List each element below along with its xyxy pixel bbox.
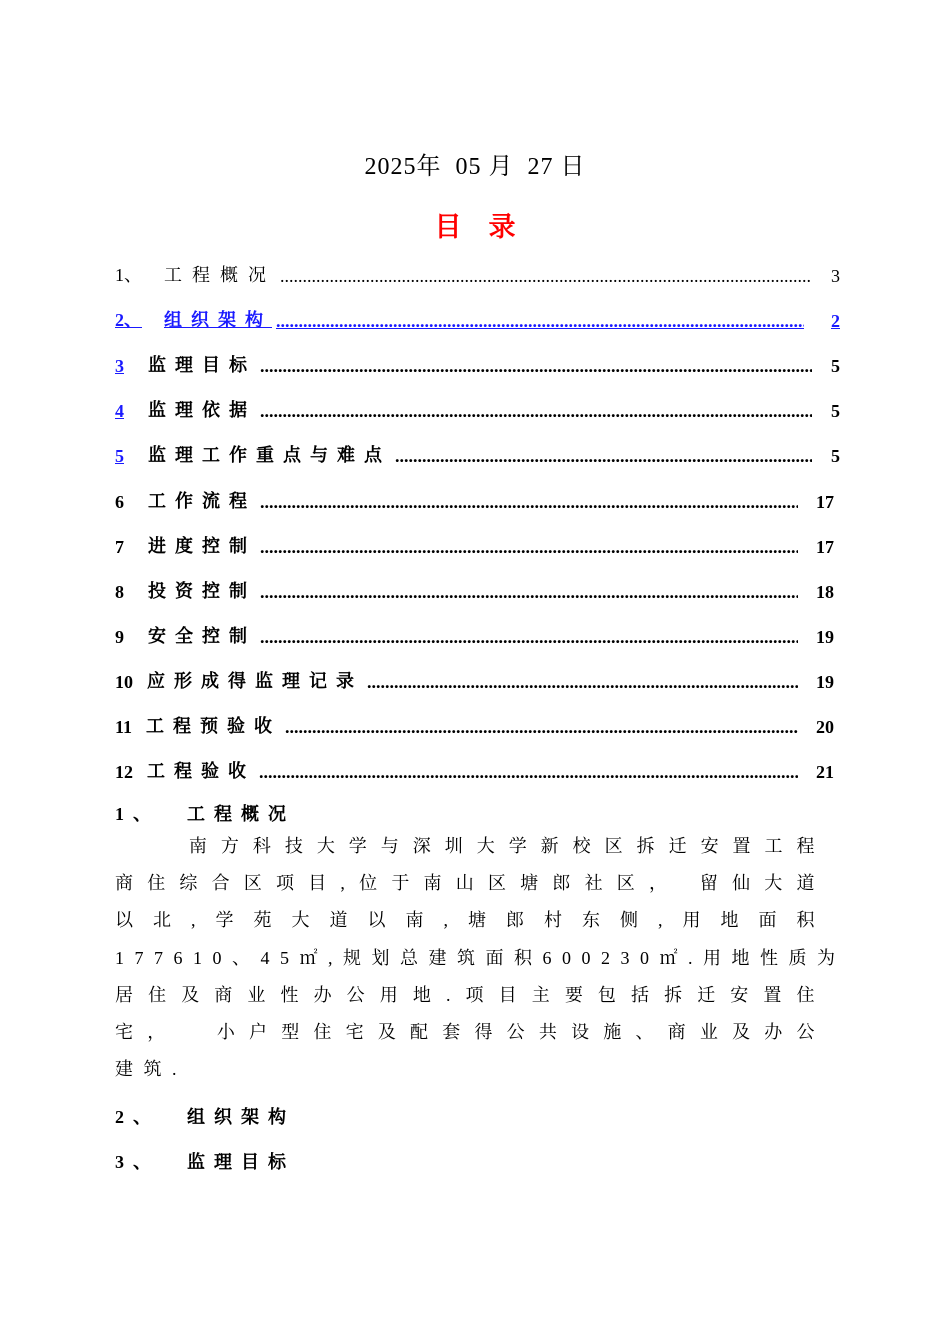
- toc-entry-number: 11: [115, 717, 133, 738]
- toc-entry-label: 安全控制: [148, 625, 256, 646]
- toc-entry[interactable]: [115, 658, 840, 703]
- toc-entry-number: 9: [115, 626, 124, 647]
- toc-entry-page: 5: [831, 401, 840, 422]
- toc-leader-dots: [260, 492, 798, 513]
- toc-entry-label: 监理目标: [148, 355, 256, 376]
- section-heading: 1、 工程概况: [115, 804, 295, 824]
- toc-entry-link[interactable]: [115, 297, 840, 342]
- toc-entry-page: 18: [816, 581, 834, 602]
- section-body-paragraph: [115, 828, 846, 1088]
- toc-leader-dots: [276, 311, 804, 332]
- toc-entry-page: 19: [816, 671, 834, 692]
- toc-entry-number: 1、: [115, 265, 142, 286]
- toc-entry-label: 组织架构: [164, 310, 272, 331]
- toc-entry-page: 17: [816, 491, 834, 512]
- toc-entry-page: 20: [816, 717, 834, 738]
- toc-leader-dots: [260, 582, 798, 603]
- toc-entry-label: 工程预验收: [146, 716, 282, 737]
- toc-entry-page: 19: [816, 626, 834, 647]
- paragraph-line: 建筑.: [115, 1059, 187, 1080]
- toc-entry[interactable]: [115, 703, 840, 748]
- paragraph-line: 居住及商业性办公用地.项目主要包括拆迁安置住: [115, 984, 825, 1005]
- toc-entry[interactable]: [115, 342, 840, 387]
- toc-entry[interactable]: [115, 477, 840, 522]
- toc-entry[interactable]: [115, 748, 840, 793]
- toc-entry-number[interactable]: 3: [115, 356, 124, 377]
- toc-leader-dots: [260, 356, 812, 377]
- toc-entry[interactable]: [115, 432, 840, 477]
- toc-entry-label: 工程验收: [147, 761, 255, 782]
- toc-entry-page: 21: [816, 762, 834, 783]
- toc-entry[interactable]: [115, 568, 840, 613]
- toc-leader-dots: [260, 537, 798, 558]
- toc-entry-label: 监理工作重点与难点: [148, 445, 391, 466]
- toc-entry-label: 监理依据: [148, 400, 256, 421]
- toc-entry-page: 2: [831, 311, 840, 332]
- toc-leader-dots: [285, 717, 798, 738]
- paragraph-line: 南方科技大学与深圳大学新校区拆迁安置工程: [115, 836, 825, 856]
- document-date: 2025年 05 月 27 日: [364, 154, 586, 180]
- paragraph-line: 以北,学苑大道以南,塘郎村东侧,用地面积: [115, 910, 825, 931]
- toc-entry-number: 7: [115, 536, 124, 557]
- toc-entry-number: 10: [115, 671, 133, 692]
- toc-leader-dots: [280, 266, 812, 287]
- toc-leader-dots: [367, 672, 798, 693]
- toc-entry-number[interactable]: 4: [115, 401, 124, 422]
- toc-entry-number: 2、: [115, 310, 142, 331]
- toc-entry-number: 8: [115, 581, 124, 602]
- toc-entry-label: 工作流程: [148, 490, 256, 511]
- section-heading: 3、 监理目标: [115, 1152, 295, 1172]
- toc-entry[interactable]: [115, 523, 840, 568]
- toc-entry-label: 投资控制: [148, 580, 256, 601]
- toc-entry-page: 3: [831, 266, 840, 287]
- toc-entry-page: 5: [831, 446, 840, 467]
- table-of-contents: [115, 252, 840, 793]
- toc-entry-label: 应形成得监理记录: [147, 670, 363, 691]
- section-heading: 2、 组织架构: [115, 1107, 295, 1127]
- paragraph-line: 177610、45㎡,规划总建筑面积600230㎡.用地性质为: [115, 947, 846, 968]
- toc-leader-dots: [259, 762, 798, 783]
- toc-entry-number[interactable]: 5: [115, 446, 124, 467]
- toc-entry[interactable]: [115, 387, 840, 432]
- toc-entry-page: 17: [816, 536, 834, 557]
- paragraph-line: 宅， 小户型住宅及配套得公共设施、商业及办公: [115, 1022, 825, 1043]
- toc-entry[interactable]: [115, 252, 840, 297]
- toc-leader-dots: [395, 446, 812, 467]
- toc-entry-page: 5: [831, 356, 840, 377]
- toc-entry-number: 12: [115, 762, 133, 783]
- toc-entry[interactable]: [115, 613, 840, 658]
- toc-entry-number: 6: [115, 491, 124, 512]
- paragraph-line: 商住综合区项目,位于南山区塘郎社区， 留仙大道: [115, 873, 825, 894]
- toc-title: 目 录: [434, 212, 516, 242]
- toc-leader-dots: [260, 401, 812, 422]
- toc-leader-dots: [260, 627, 798, 648]
- toc-entry-label: 进度控制: [148, 535, 256, 556]
- toc-entry-label: 工程概况: [164, 265, 276, 286]
